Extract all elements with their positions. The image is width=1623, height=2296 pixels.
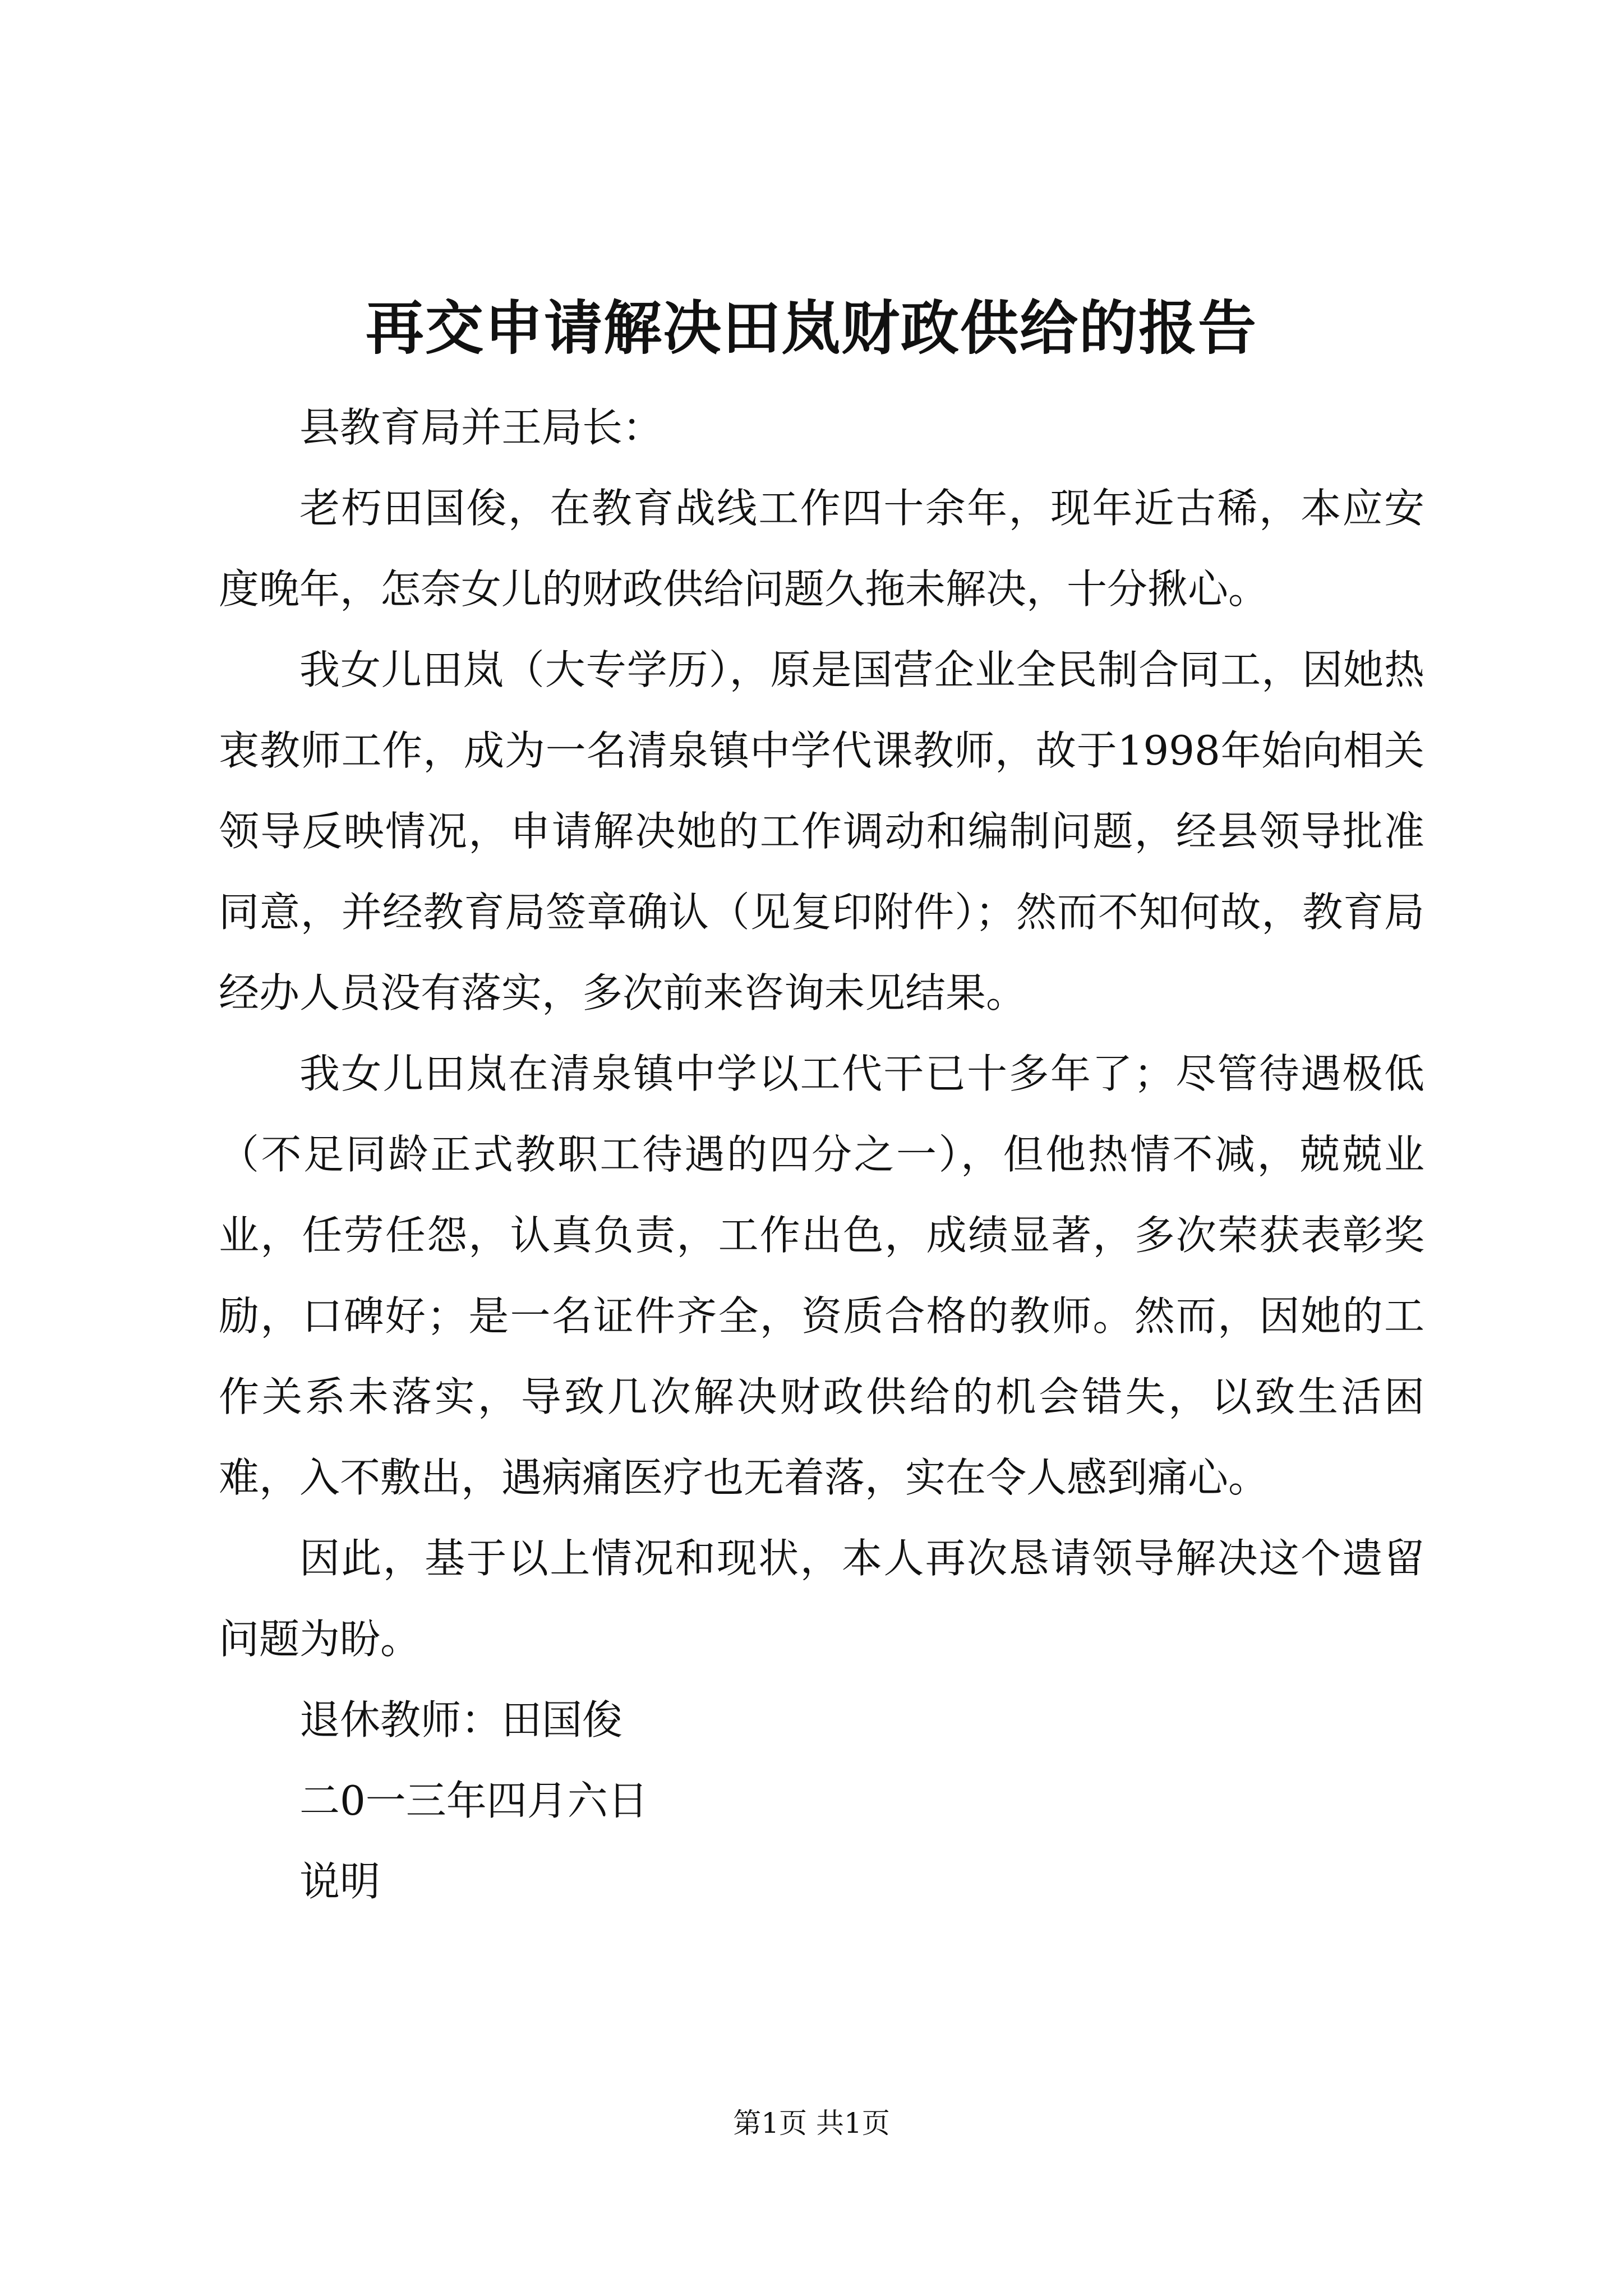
paragraph-2: 我女儿田岚（大专学历），原是国营企业全民制合同工，因她热衷教师工作，成为一名清泉镇中学代课教师，故于1998年始向相关领导反映情况，申请解决她的工作调动和编制问题，经县领导批准同意，并经教育局签章确认（见复印附件）；然而不知何故，教育局经办人员没有落实，多次前来咨询未见结果。	[219, 646, 1424, 1016]
document-title: 再交申请解决田岚财政供给的报告	[365, 293, 1257, 362]
paragraph-1: 老朽田国俊，在教育战线工作四十余年，现年近古稀，本应安度晚年，怎奈女儿的财政供给问题久拖未解决，十分揪心。	[219, 485, 1424, 613]
date: 二0一三年四月六日	[299, 1777, 648, 1824]
signature: 退休教师：田国俊	[299, 1696, 623, 1743]
paragraph-3: 我女儿田岚在清泉镇中学以工代干已十多年了；尽管待遇极低（不足同龄正式教职工待遇的四分之一），但他热情不减，兢兢业业，任劳任怨，认真负责，工作出色，成绩显著，多次荣获表彰奖励，口碑好；是一名证件齐全，资质合格的教师。然而，因她的工作关系未落实，导致几次解决财政供给的机会错失，以致生活困难，入不敷出，遇病痛医疗也无着落，实在令人感到痛心。	[219, 1050, 1424, 1501]
document-body	[219, 387, 1424, 1922]
note-label: 说明	[299, 1858, 381, 1905]
paragraph-4: 因此，基于以上情况和现状，本人再次恳请领导解决这个遗留问题为盼。	[219, 1535, 1424, 1663]
salutation: 县教育局并王局长：	[299, 404, 663, 451]
page-number-footer: 第1页 共1页	[733, 2107, 890, 2139]
